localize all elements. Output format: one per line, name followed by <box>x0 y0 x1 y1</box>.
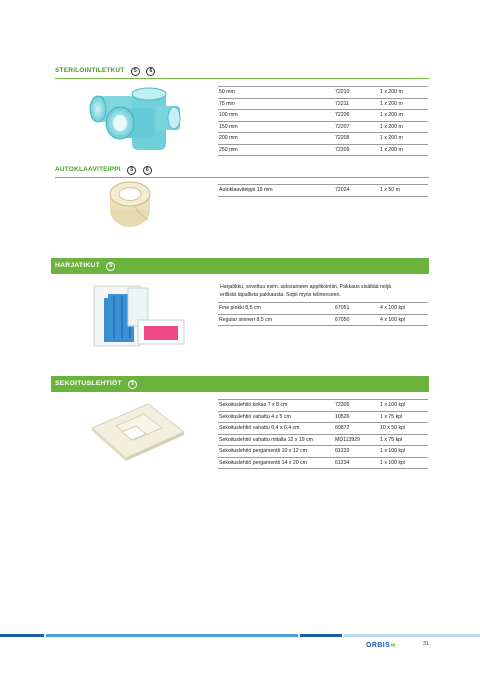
product-code: 72207 <box>334 121 379 133</box>
product-code: 72209 <box>334 144 379 156</box>
autoklaaviteippi-table <box>218 184 428 197</box>
product-code: 72211 <box>334 98 379 110</box>
table-row <box>218 411 428 423</box>
mixing-pads-image <box>86 398 186 467</box>
product-name: 150 mm <box>218 121 334 133</box>
section-title: HARJATIKUT <box>55 262 100 269</box>
table-row <box>218 133 428 145</box>
product-code: 67050 <box>334 314 379 326</box>
product-code: 60872 <box>334 423 379 435</box>
table-row <box>218 314 428 326</box>
product-pack: 1 x 100 kpl <box>379 446 428 458</box>
section-header-autoklaaviteippi <box>55 165 429 178</box>
table-row <box>218 144 428 156</box>
section-title: SEKOITUSLEHTIÖT <box>55 380 122 387</box>
table-row <box>218 185 428 197</box>
product-name: 75 mm <box>218 98 334 110</box>
product-name: Regular sininen 8,5 cm <box>218 314 334 326</box>
product-pack: 1 x 50 m <box>379 185 428 197</box>
product-name: 250 mm <box>218 144 334 156</box>
table-row <box>218 303 428 315</box>
product-code: MD113929 <box>334 434 379 446</box>
table-row <box>218 400 428 412</box>
product-pack: 4 x 100 kpl <box>379 314 428 326</box>
footer-stripe <box>46 634 298 637</box>
section-header-harjatikut <box>51 258 429 274</box>
product-pack: 1 x 200 m <box>379 98 428 110</box>
section-header-sterilointiletkut <box>55 66 429 79</box>
product-pack: 1 x 200 m <box>379 121 428 133</box>
orbis-logo <box>366 640 395 649</box>
product-name: Sekoituslehtiö pergamentti 10 x 12 cm <box>218 446 334 458</box>
harjatikut-table <box>218 302 428 326</box>
section-header-sekoituslehtiot <box>51 376 429 392</box>
section-title: AUTOKLAAVITEIPPI <box>55 166 121 173</box>
autoclave-tape-image <box>104 180 156 235</box>
applicator-brushes-image <box>90 280 190 359</box>
table-row <box>218 423 428 435</box>
sekoituslehtiot-table <box>218 399 428 469</box>
footer-stripe <box>300 634 342 637</box>
product-code: 67051 <box>334 303 379 315</box>
symbol-icon: 5 <box>131 67 140 76</box>
footer-stripe <box>344 634 480 637</box>
product-name: 50 mm <box>218 87 334 99</box>
harjatikut-description <box>220 284 428 299</box>
product-pack: 1 x 75 kpl <box>379 434 428 446</box>
symbol-icon: 5 <box>106 262 115 271</box>
product-name: Sekoituslehtiö kirkas 7 x 8 cm <box>218 400 334 412</box>
table-row <box>218 434 428 446</box>
table-row <box>218 87 428 99</box>
product-pack: 1 x 200 m <box>379 87 428 99</box>
table-row <box>218 457 428 469</box>
description-line: Harjatikku, soveltuu esim. sidosaineen applikointiin. Pakkaus sisältää neljä <box>220 284 391 290</box>
product-pack: 1 x 200 m <box>379 110 428 122</box>
footer-stripe <box>0 634 44 637</box>
table-row <box>218 110 428 122</box>
product-name: Sekoituslehtiö vahattu 6,4 x 6,4 cm <box>218 423 334 435</box>
product-name: 200 mm <box>218 133 334 145</box>
section-title: STERILOINTILETKUT <box>55 67 125 74</box>
product-code: 61233 <box>334 446 379 458</box>
page-number: 31 <box>423 641 430 647</box>
symbol-icon: 5 <box>128 380 137 389</box>
chevron-icon: ››› <box>390 640 395 649</box>
product-code: 72210 <box>334 87 379 99</box>
product-name: Sekoituslehtiö pergamentti 14 x 20 cm <box>218 457 334 469</box>
product-pack: 1 x 200 m <box>379 144 428 156</box>
product-name: Sekoituslehtiö vahattu 4 x 5 cm <box>218 411 334 423</box>
product-name: Sekoituslehtiö vahattu mitalla 12 x 19 cm <box>218 434 334 446</box>
product-name: Fine pinkki 8,5 cm <box>218 303 334 315</box>
product-pack: 1 x 200 m <box>379 133 428 145</box>
sterilointiletkut-table <box>218 86 428 156</box>
product-pack: 4 x 100 kpl <box>379 303 428 315</box>
product-code: 61234 <box>334 457 379 469</box>
product-name: Autoklaaviteippi 19 mm <box>218 185 334 197</box>
product-pack: 1 x 100 kpl <box>379 457 428 469</box>
product-code: 72206 <box>334 110 379 122</box>
symbol-icon: 6 <box>146 67 155 76</box>
sterilization-tube-image <box>86 86 182 159</box>
symbol-icon: 5 <box>127 166 136 175</box>
brand-name: ORBIS <box>366 642 391 649</box>
product-code: 72208 <box>334 133 379 145</box>
product-name: 100 mm <box>218 110 334 122</box>
product-pack: 1 x 100 kpl <box>379 400 428 412</box>
product-code: 72024 <box>334 185 379 197</box>
product-pack: 10 x 50 kpl <box>379 423 428 435</box>
product-code: 72305 <box>334 400 379 412</box>
table-row <box>218 98 428 110</box>
product-pack: 1 x 75 kpl <box>379 411 428 423</box>
symbol-icon: 6 <box>143 166 152 175</box>
product-code: 10526 <box>334 411 379 423</box>
description-line: erillistä täpallista pakkausta. Sopii myös telineeseen. <box>220 291 341 298</box>
table-row <box>218 446 428 458</box>
table-row <box>218 121 428 133</box>
